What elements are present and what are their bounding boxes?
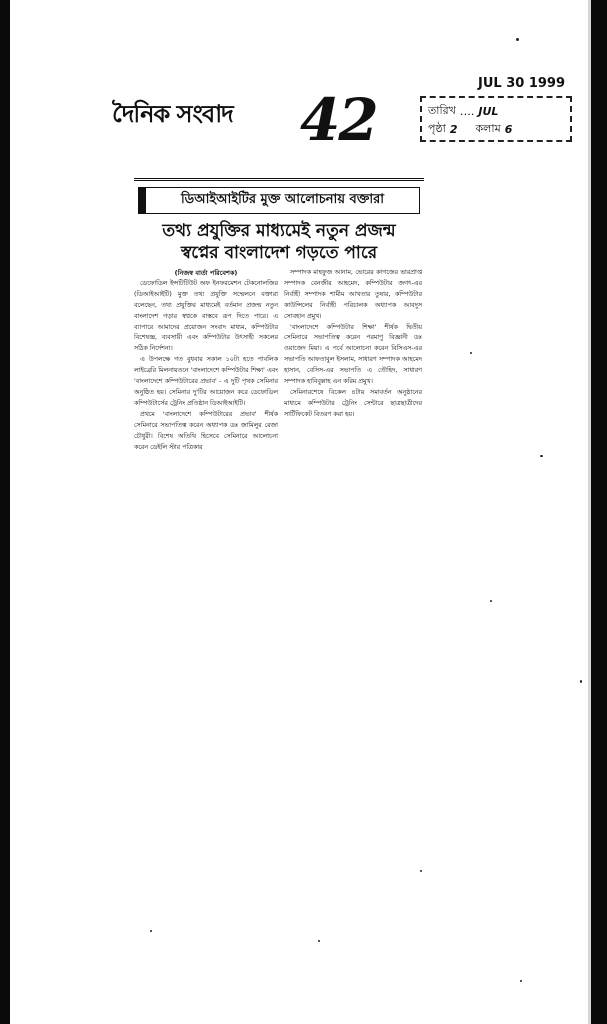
scan-border-left	[0, 0, 10, 1024]
stamp-date-label: তারিখ	[428, 103, 456, 117]
newspaper-masthead: দৈনিক সংবাদ	[112, 99, 233, 128]
paragraph: সম্পাদক মাহফুজ আনাম, ভোরের কাগজের ভারপ্রাপ্ত সম্পাদক বেনজীর আহমেদ, কম্পিউটার জগৎ-এর নির্বাহী সম্পাদক শামীম আখতার তুষার, কম্পিউটার কাউন্সিলের নির্বাহী পরিচালক অধ্যাপক আবদুস সোবহান প্রমুখ।	[284, 269, 422, 320]
scan-speck	[516, 38, 519, 41]
scan-speck	[470, 352, 472, 354]
paragraph: 'বাংলাদেশে কম্পিউটার শিক্ষা' শীর্ষক দ্বিতীয় সেমিনারে সভাপতিত্ব করেন পরমাণু বিজ্ঞানী ডঃ ওয়াজেদ মিয়া। এ পর্বে আলোচনা করেন বিসিএস-এর সভাপতি আফতাবুল ইসলাম, সাধারণ সম্পাদক আহমেদ হাসান, বেসিস-এর সভাপতি এ তৌহিদ, সাধারণ সম্পাদক হাবিবুল্লাহ এন করিম প্রমুখ।	[284, 323, 422, 386]
article-column-left	[134, 268, 278, 453]
scan-speck	[540, 455, 543, 457]
clipping-stamp	[420, 96, 572, 142]
stamp-date-value: JUL	[478, 104, 499, 118]
stamp-date: JUL 30 1999	[478, 76, 566, 91]
paragraph: এ উপলক্ষে গত বুধবার সকাল ১০টা হতে পাবলিক লাইব্রেরি মিলনায়তনে 'বাংলাদেশে কম্পিউটার শিক্ষা' এবং 'বাংলাদেশে কম্পিউটারের প্রভাব' - এ দুটি পৃথক সেমিনার অনুষ্ঠিত হয়। সেমিনার দু'টির আয়োজন করে ডেফোডিল কম্পিউটার্সের ট্রেনিং প্রতিষ্ঠান ডিআইআইটি।	[134, 356, 278, 407]
article-headline	[134, 220, 424, 264]
stamp-column-value: 6	[504, 122, 513, 136]
stamp-page-label: পৃষ্ঠা	[428, 121, 446, 135]
scan-speck	[420, 870, 422, 872]
paragraph: সেমিনারশেষে বিকেল ৪টায় সমাবর্তন অনুষ্ঠানের মাধ্যমে কম্পিউটার ট্রেনিং সেন্টারে ছাত্রছাত্রীদের সার্টিফিকেট বিতরণ করা হয়।	[284, 388, 422, 418]
article-kicker: ডিআইআইটির মুক্ত আলোচনায় বক্তারা	[138, 187, 420, 214]
handwritten-page-number: 42	[300, 86, 377, 154]
article-byline: (নিজস্ব বার্তা পরিবেশক)	[174, 269, 238, 277]
article-column-right	[284, 268, 422, 453]
scan-speck	[490, 600, 492, 602]
stamp-column-label: কলাম	[475, 121, 501, 135]
headline-line-1: তথ্য প্রযুক্তির মাধ্যমেই নতুন প্রজন্ম	[162, 221, 396, 241]
stamp-page-value: 2	[449, 122, 458, 136]
scan-speck	[520, 980, 522, 982]
scan-speck	[318, 940, 320, 942]
scan-speck	[580, 680, 582, 683]
news-clipping	[134, 178, 424, 453]
stamp-page-row	[428, 120, 564, 138]
scan-speck	[150, 930, 152, 932]
article-body	[134, 268, 424, 453]
stamp-date-row: তারিখ …. JUL	[428, 102, 564, 120]
paragraph: ডেফোডিল ইন্সটিটিউট অফ ইনফরমেশন টেকনোলজির (ডিআইআইটি) মুক্ত তথ্য প্রযুক্তি সম্মেলনে বক্তারা বলেছেন, তথ্য প্রযুক্তির মাধ্যমেই বর্তমান প্রজন্ম নতুন বাংলাদেশ গড়ার স্বপ্নকে বাস্তবে রূপ দিতে পারে। এ ব্যাপারে আমাদের প্রয়োজন সংবাদ মাধ্যম, কম্পিউটার বিশেষজ্ঞ, ব্যবসায়ী এবং কম্পিউটার উৎসাহী সকলের সঠিক নির্দেশনা।	[134, 279, 278, 353]
headline-line-2: স্বপ্নের বাংলাদেশ গড়তে পারে	[180, 243, 378, 263]
scan-border-right	[591, 0, 607, 1024]
paragraph: প্রথমে 'বাংলাদেশে কম্পিউটারের প্রভাব' শীর্ষক সেমিনারে সভাপতিত্ব করেন অধ্যাপক ডঃ জামিলুর রেজা চৌধুরী। বিশেষ অতিথি হিসেবে সেমিনারে আলোচনা করেন ডেইলি স্টার পত্রিকার	[134, 410, 278, 451]
